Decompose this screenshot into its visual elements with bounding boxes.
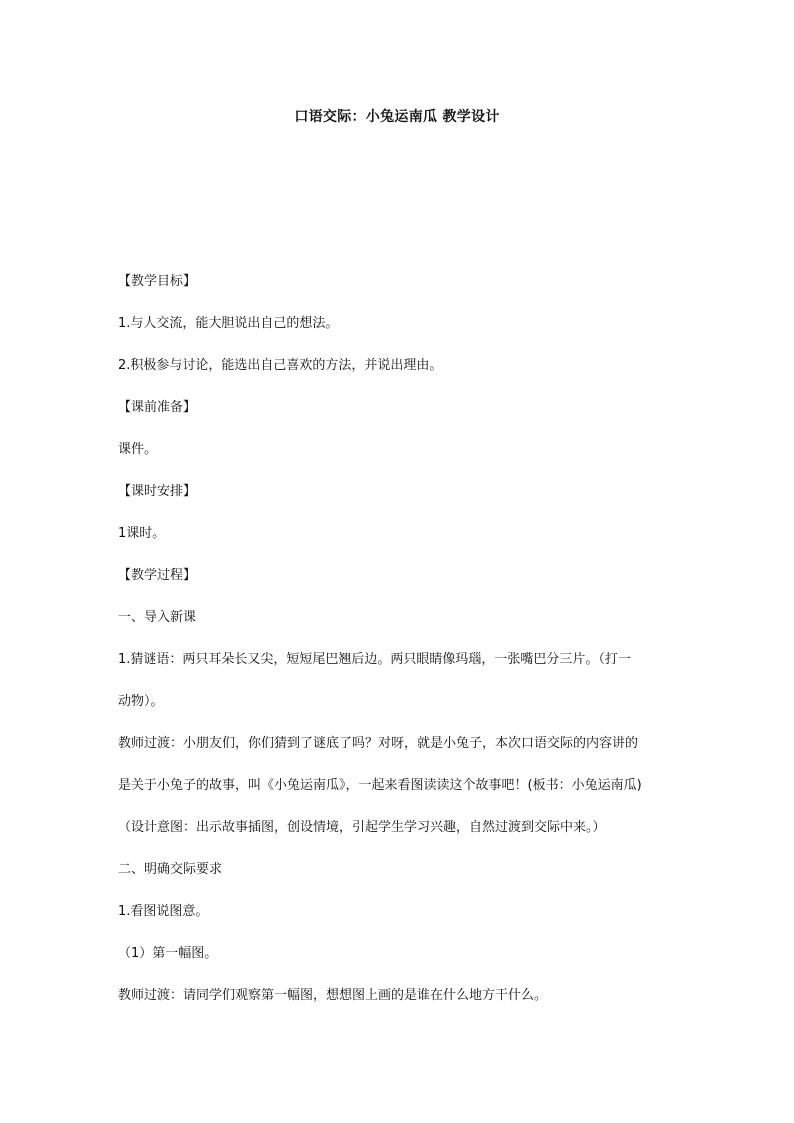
subheading: 一、导入新课 [118, 610, 197, 625]
subheading: 二、明确交际要求 [118, 862, 223, 877]
paragraph: 课件。 [118, 442, 158, 457]
paragraph: 教师过渡：小朋友们，你们猜到了谜底了吗？对呀，就是小兔子，本次口语交际的内容讲的 [118, 736, 639, 751]
paragraph: 1课时。 [118, 526, 166, 541]
paragraph: 教师过渡：请同学们观察第一幅图，想想图上画的是谁在什么地方干什么。 [118, 988, 548, 1003]
paragraph: 动物）。 [118, 694, 164, 709]
section-heading-process: 【教学过程】 [118, 568, 197, 583]
paragraph: 1.看图说图意。 [118, 904, 209, 919]
section-heading-schedule: 【课时安排】 [118, 484, 197, 499]
paragraph: 1.与人交流，能大胆说出自己的想法。 [118, 316, 339, 331]
section-heading-objectives: 【教学目标】 [118, 274, 197, 289]
paragraph: 是关于小兔子的故事，叫《小兔运南瓜》，一起来看图读读这个故事吧！(板书：小兔运南瓜) [118, 778, 642, 793]
section-heading-preparation: 【课前准备】 [118, 400, 197, 415]
paragraph: （1）第一幅图。 [118, 946, 218, 961]
paragraph: 2.积极参与讨论，能选出自己喜欢的方法，并说出理由。 [118, 358, 443, 373]
paragraph: （设计意图：出示故事插图，创设情境，引起学生学习兴趣，自然过渡到交际中来。） [118, 820, 606, 835]
document-title: 口语交际：小兔运南瓜 教学设计 [294, 109, 500, 125]
paragraph: 1.猜谜语：两只耳朵长又尖，短短尾巴翘后边。两只眼睛像玛瑙，一张嘴巴分三片。（打一 [118, 652, 631, 667]
